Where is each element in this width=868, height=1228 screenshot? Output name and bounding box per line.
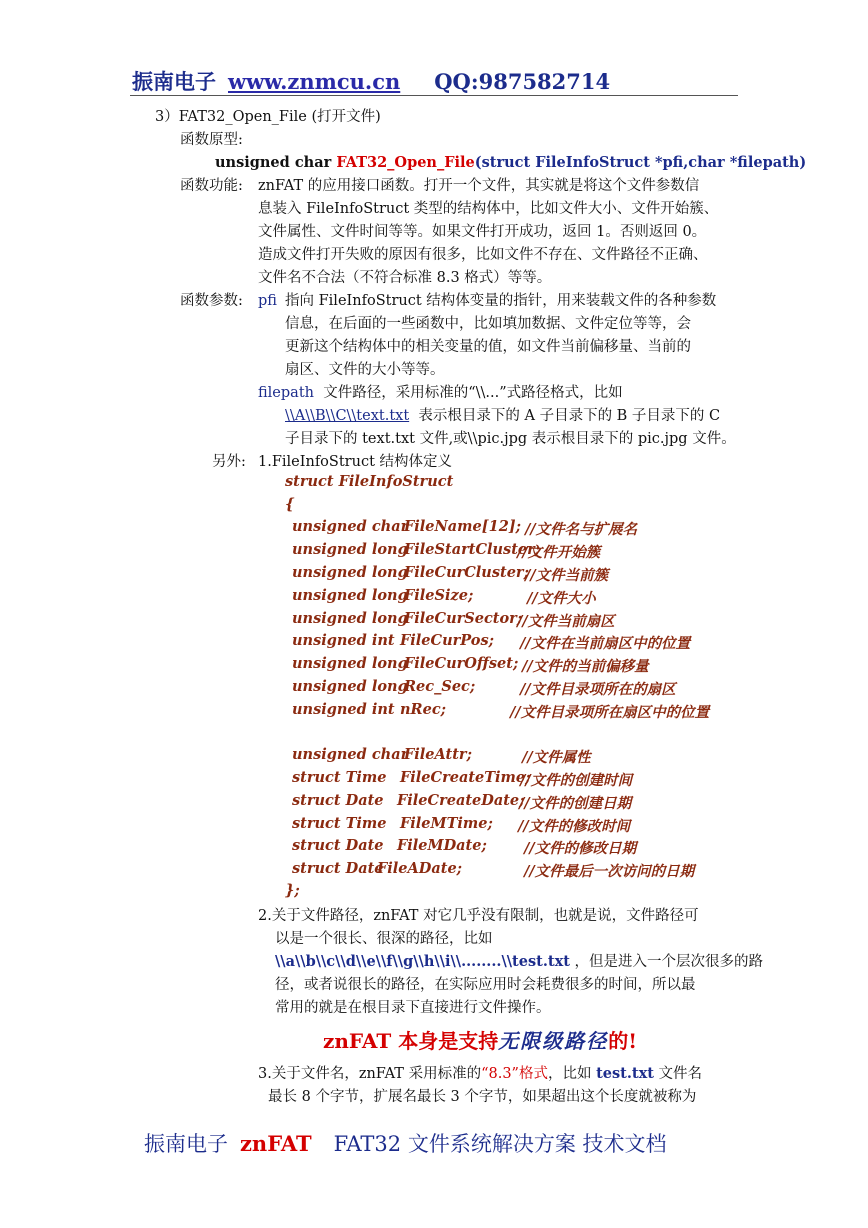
code-field-name: FileMTime; [400,815,493,832]
function-line-3: 文件属性、文件时间等等。如果文件打开成功，返回 1。否则返回 0。 [258,224,707,240]
code-field-type: unsigned long [292,564,408,581]
param-filepath-last-line: 子目录下的 text.txt 文件,或\\pic.jpg 表示根目录下的 pic.jpg 文件。 [285,431,736,447]
param-filepath-name: filepath [258,385,314,401]
code-field-type: struct Time [292,815,387,832]
code-field-type: struct Time [292,769,387,786]
note3-line-1-b: ，比如 [547,1066,597,1082]
code-field-name: FileMDate; [397,837,487,854]
note2-line-1: 2.关于文件路径，znFAT 对它几乎没有限制，也就是说，文件路径可 [258,908,699,924]
function-line-5: 文件名不合法（不符合标准 8.3 格式）等等。 [258,270,552,286]
code-field-type: unsigned long [292,678,408,695]
extra-label: 另外: [212,454,246,470]
prototype-args: (struct FileInfoStruct *pfi,char *filepath) [474,154,807,171]
section-title: 3）FAT32_Open_File (打开文件) [155,109,381,125]
note3-line-1-c: 文件名 [653,1066,703,1082]
highlight-pre: znFAT 本身是支持 [323,1029,499,1053]
page-footer [144,1128,667,1158]
code-field-comment: //文件的创建时间 [520,772,633,789]
page-header [132,66,610,96]
code-field-type: struct Date [292,792,384,809]
code-field-comment: //文件大小 [527,590,596,607]
filepath-example-rest: 表示根目录下的 A 子目录下的 B 子目录下的 C [418,408,721,424]
note2-line-5: 常用的就是在根目录下直接进行文件操作。 [275,1000,551,1016]
footer-brand: znFAT [240,1131,312,1156]
param-pfi-line-1: 指向 FileInfoStruct 结构体变量的指针，用来装载文件的各种参数 [285,293,717,309]
code-close-brace: }; [285,882,300,899]
note2-line-3-rest: ，但是进入一个层次很多的路 [574,954,764,970]
param-filepath-desc: 文件路径，采用标准的“\\...”式路径格式，比如 [323,385,623,401]
code-field-type: struct Date [292,860,384,877]
note3-format: “8.3”格式 [481,1066,548,1082]
highlight-post: 的! [608,1029,637,1053]
header-rule [130,95,738,96]
code-field-comment: //文件目录项所在扇区中的位置 [510,704,710,721]
code-field-name: FileCurSector; [404,610,523,627]
function-prototype [215,152,806,174]
code-field-type: struct Date [292,837,384,854]
code-field-type: unsigned int [292,701,395,718]
note2-deep-path: \\a\\b\\c\\d\\e\\f\\g\\h\\i\\........\\test.txt [275,953,570,970]
function-line-2: 息装入 FileInfoStruct 类型的结构体中，比如文件大小、文件开始簇、 [258,201,719,217]
code-field-comment: //文件属性 [522,749,591,766]
highlight-statement [323,1025,637,1054]
param-pfi-line-2: 信息，在后面的一些函数中，比如填加数据、文件定位等等，会 [285,316,691,332]
filepath-example-link[interactable]: \\A\\B\\C\\text.txt [285,408,410,424]
code-field-comment: //文件的创建日期 [519,795,632,812]
param-filepath-example [285,405,720,427]
code-field-comment: //文件最后一次访问的日期 [524,863,695,880]
note2-line-4: 径，或者说很长的路径，在实际应用时会耗费很多的时间，所以最 [275,977,696,993]
header-qq: QQ:987582714 [434,69,611,94]
code-field-name: FileCreateDate; [397,792,525,809]
note3-filename: test.txt [596,1065,654,1082]
code-field-type: unsigned long [292,587,408,604]
function-label: 函数功能: [180,178,243,194]
note2-line-2: 以是一个很长、很深的路径，比如 [275,931,493,947]
code-field-name: FileCurCluster; [404,564,529,581]
note3-line-1 [258,1063,702,1085]
code-field-comment: //文件目录项所在的扇区 [520,681,676,698]
param-filepath-row [258,382,623,404]
extra-1-title: 1.FileInfoStruct 结构体定义 [258,454,453,470]
code-field-type: unsigned char [292,746,409,763]
code-field-comment: //文件的当前偏移量 [522,658,649,675]
param-pfi-line-4: 扇区、文件的大小等等。 [285,362,445,378]
code-field-name: Rec_Sec; [404,678,476,695]
code-field-comment: //文件当前簇 [525,567,609,584]
function-line-1: znFAT 的应用接口函数。打开一个文件，其实就是将这个文件参数信 [258,178,700,194]
prototype-label: 函数原型: [180,132,243,148]
code-field-type: unsigned char [292,518,409,535]
prototype-prefix: unsigned char [215,154,337,171]
code-field-name: FileSize; [404,587,474,604]
code-field-type: unsigned long [292,610,408,627]
prototype-function-name: FAT32_Open_File [336,154,475,171]
header-url-link[interactable]: www.znmcu.cn [228,69,401,94]
code-field-name: nRec; [400,701,446,718]
function-line-4: 造成文件打开失败的原因有很多，比如文件不存在、文件路径不正确、 [258,247,708,263]
code-field-name: FileCurPos; [400,632,494,649]
code-field-comment: //文件开始簇 [517,544,601,561]
code-field-comment: //文件名与扩展名 [525,521,638,538]
code-field-name: FileCurOffset; [404,655,519,672]
note2-line-3 [275,951,763,973]
code-field-name: FileCreateTime; [400,769,531,786]
highlight-key: 无限级路径 [498,1029,609,1053]
code-field-type: unsigned long [292,655,408,672]
note3-line-2: 最长 8 个字节，扩展名最长 3 个字节，如果超出这个长度就被称为 [268,1089,697,1105]
header-company: 振南电子 [132,69,216,94]
code-field-comment: //文件当前扇区 [517,613,615,630]
code-field-comment: //文件的修改时间 [518,818,631,835]
code-field-type: unsigned long [292,541,408,558]
code-field-comment: //文件在当前扇区中的位置 [520,635,691,652]
code-field-name: FileADate; [377,860,463,877]
footer-title: FAT32 文件系统解决方案 技术文档 [333,1132,667,1156]
code-open-brace: { [285,496,295,513]
param-pfi-name: pfi [258,293,277,309]
code-field-name: FileAttr; [404,746,472,763]
code-field-name: FileStartCluster; [404,541,541,558]
note3-line-1-a: 3.关于文件名，znFAT 采用标准的 [258,1066,482,1082]
code-struct-head: struct FileInfoStruct [285,473,454,490]
code-field-comment: //文件的修改日期 [524,840,637,857]
code-field-name: FileName[12]; [404,518,522,535]
param-pfi-line-3: 更新这个结构体中的相关变量的值，如文件当前偏移量、当前的 [285,339,691,355]
code-field-type: unsigned int [292,632,395,649]
params-label: 函数参数: [180,293,243,309]
footer-company: 振南电子 [144,1132,228,1156]
